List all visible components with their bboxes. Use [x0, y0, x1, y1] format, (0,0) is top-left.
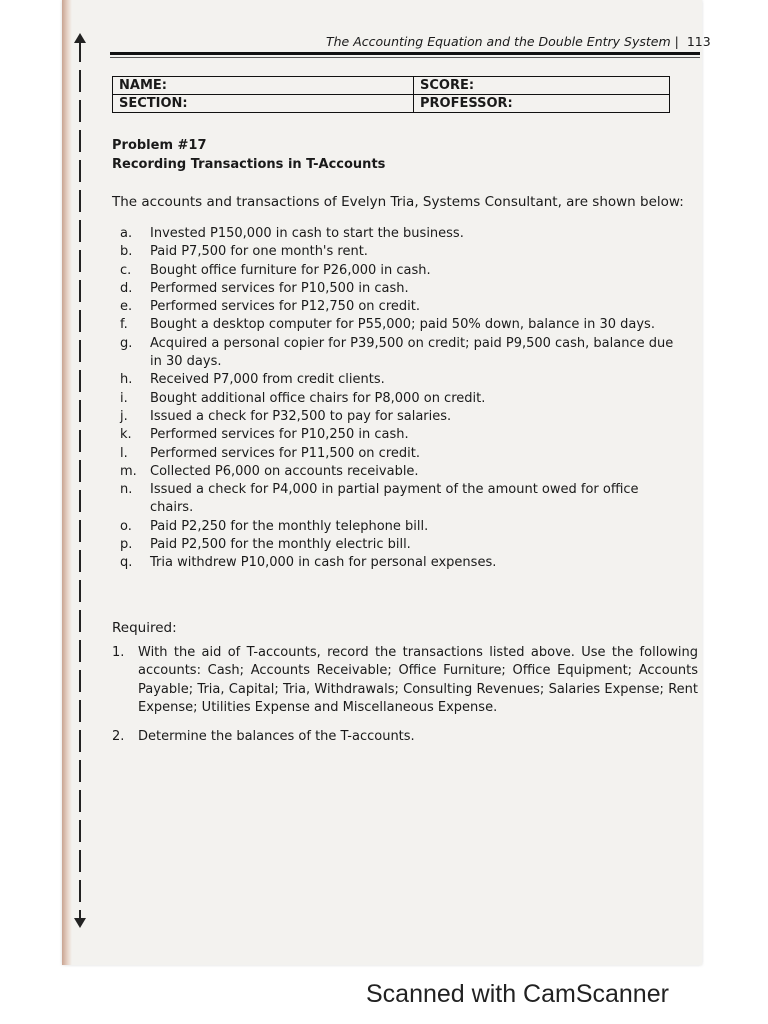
score-field[interactable]: SCORE:: [414, 77, 670, 95]
transaction-item: [120, 335, 680, 372]
transaction-text: Performed services for P12,750 on credit.: [150, 299, 420, 315]
transaction-list: [120, 225, 680, 573]
transaction-text: Collected P6,000 on accounts receivable.: [150, 463, 419, 479]
required-item: [112, 644, 698, 718]
transaction-item: [120, 225, 680, 243]
problem-number: Problem #17: [112, 138, 207, 153]
transaction-text: Received P7,000 from credit clients.: [150, 372, 385, 388]
transaction-item: [120, 243, 680, 261]
transaction-item: [120, 554, 680, 572]
transaction-item: [120, 371, 680, 389]
header-rule: [110, 52, 700, 55]
transaction-item: [120, 298, 680, 316]
transaction-letter: k.: [120, 427, 132, 443]
required-text: With the aid of T-accounts, record the transactions listed above. Use the following accounts: Cash; Accounts Receivable; Office Furniture; Office Equipment; Accounts Payable; Tria, Capital; Tria, Withdrawals; Consulting Revenues; Salaries Expense; Rent Expense; Utilities Expense and Miscellaneous Expense.: [138, 645, 698, 716]
camscanner-watermark: Scanned with CamScanner: [366, 980, 669, 1008]
transaction-item: [120, 390, 680, 408]
transaction-text: Performed services for P11,500 on credit.: [150, 445, 420, 461]
transaction-text: Paid P2,250 for the monthly telephone bill.: [150, 518, 429, 534]
transaction-item: [120, 518, 680, 536]
section-field[interactable]: SECTION:: [113, 95, 414, 113]
transaction-text: Bought additional office chairs for P8,000 on credit.: [150, 390, 486, 406]
transaction-letter: o.: [120, 518, 132, 534]
transaction-item: [120, 445, 680, 463]
transaction-item: [120, 408, 680, 426]
name-field[interactable]: NAME:: [113, 77, 414, 95]
transaction-letter: m.: [120, 463, 137, 479]
required-item: [112, 728, 698, 746]
arrow-down-icon: [74, 918, 86, 928]
transaction-letter: b.: [120, 244, 133, 260]
required-text: Determine the balances of the T-accounts.: [138, 728, 415, 744]
transaction-text: Paid P2,500 for the monthly electric bill.: [150, 537, 411, 553]
required-list: [112, 644, 698, 756]
transaction-item: [120, 481, 680, 518]
transaction-item: [120, 262, 680, 280]
transaction-letter: e.: [120, 299, 133, 315]
transaction-text: Issued a check for P32,500 to pay for salaries.: [150, 408, 452, 424]
transaction-text: Tria withdrew P10,000 in cash for personal expenses.: [150, 555, 497, 571]
transaction-item: [120, 280, 680, 298]
transaction-letter: j.: [120, 408, 128, 424]
transaction-item: [120, 463, 680, 481]
transaction-item: [120, 316, 680, 334]
required-label: Required:: [112, 620, 177, 636]
transaction-item: [120, 536, 680, 554]
header-rule-thin: [110, 57, 700, 58]
transaction-text: Paid P7,500 for one month's rent.: [150, 244, 368, 260]
running-title: The Accounting Equation and the Double Entry System: [326, 34, 671, 49]
page-number: 113: [686, 34, 711, 49]
transaction-letter: i.: [120, 390, 128, 406]
transaction-letter: d.: [120, 280, 133, 296]
problem-title: Recording Transactions in T-Accounts: [112, 157, 386, 172]
professor-field[interactable]: PROFESSOR:: [414, 95, 670, 113]
transaction-letter: f.: [120, 317, 128, 333]
transaction-text: Acquired a personal copier for P39,500 on credit; paid P9,500 cash, balance due in 30 days.: [150, 335, 674, 370]
transaction-letter: p.: [120, 537, 133, 553]
header-separator: |: [674, 34, 679, 49]
margin-dashed-line: [79, 40, 81, 920]
transaction-letter: g.: [120, 335, 133, 351]
transaction-text: Performed services for P10,250 in cash.: [150, 427, 409, 443]
running-header: [326, 34, 711, 49]
student-info-table: [112, 76, 670, 113]
problem-intro: The accounts and transactions of Evelyn Tria, Systems Consultant, are shown below:: [112, 194, 684, 210]
transaction-letter: n.: [120, 482, 133, 498]
page-edge: [62, 0, 72, 965]
transaction-letter: h.: [120, 372, 133, 388]
transaction-text: Issued a check for P4,000 in partial payment of the amount owed for office chairs.: [150, 482, 639, 516]
required-number: 2.: [112, 728, 125, 744]
transaction-letter: c.: [120, 262, 132, 278]
transaction-letter: q.: [120, 555, 133, 571]
transaction-text: Bought a desktop computer for P55,000; paid 50% down, balance in 30 days.: [150, 317, 655, 333]
transaction-item: [120, 426, 680, 444]
transaction-letter: a.: [120, 226, 133, 241]
transaction-text: Bought office furniture for P26,000 in cash.: [150, 262, 431, 278]
required-number: 1.: [112, 645, 125, 660]
transaction-text: Invested P150,000 in cash to start the business.: [150, 226, 464, 241]
transaction-letter: l.: [120, 445, 128, 461]
transaction-text: Performed services for P10,500 in cash.: [150, 280, 409, 296]
